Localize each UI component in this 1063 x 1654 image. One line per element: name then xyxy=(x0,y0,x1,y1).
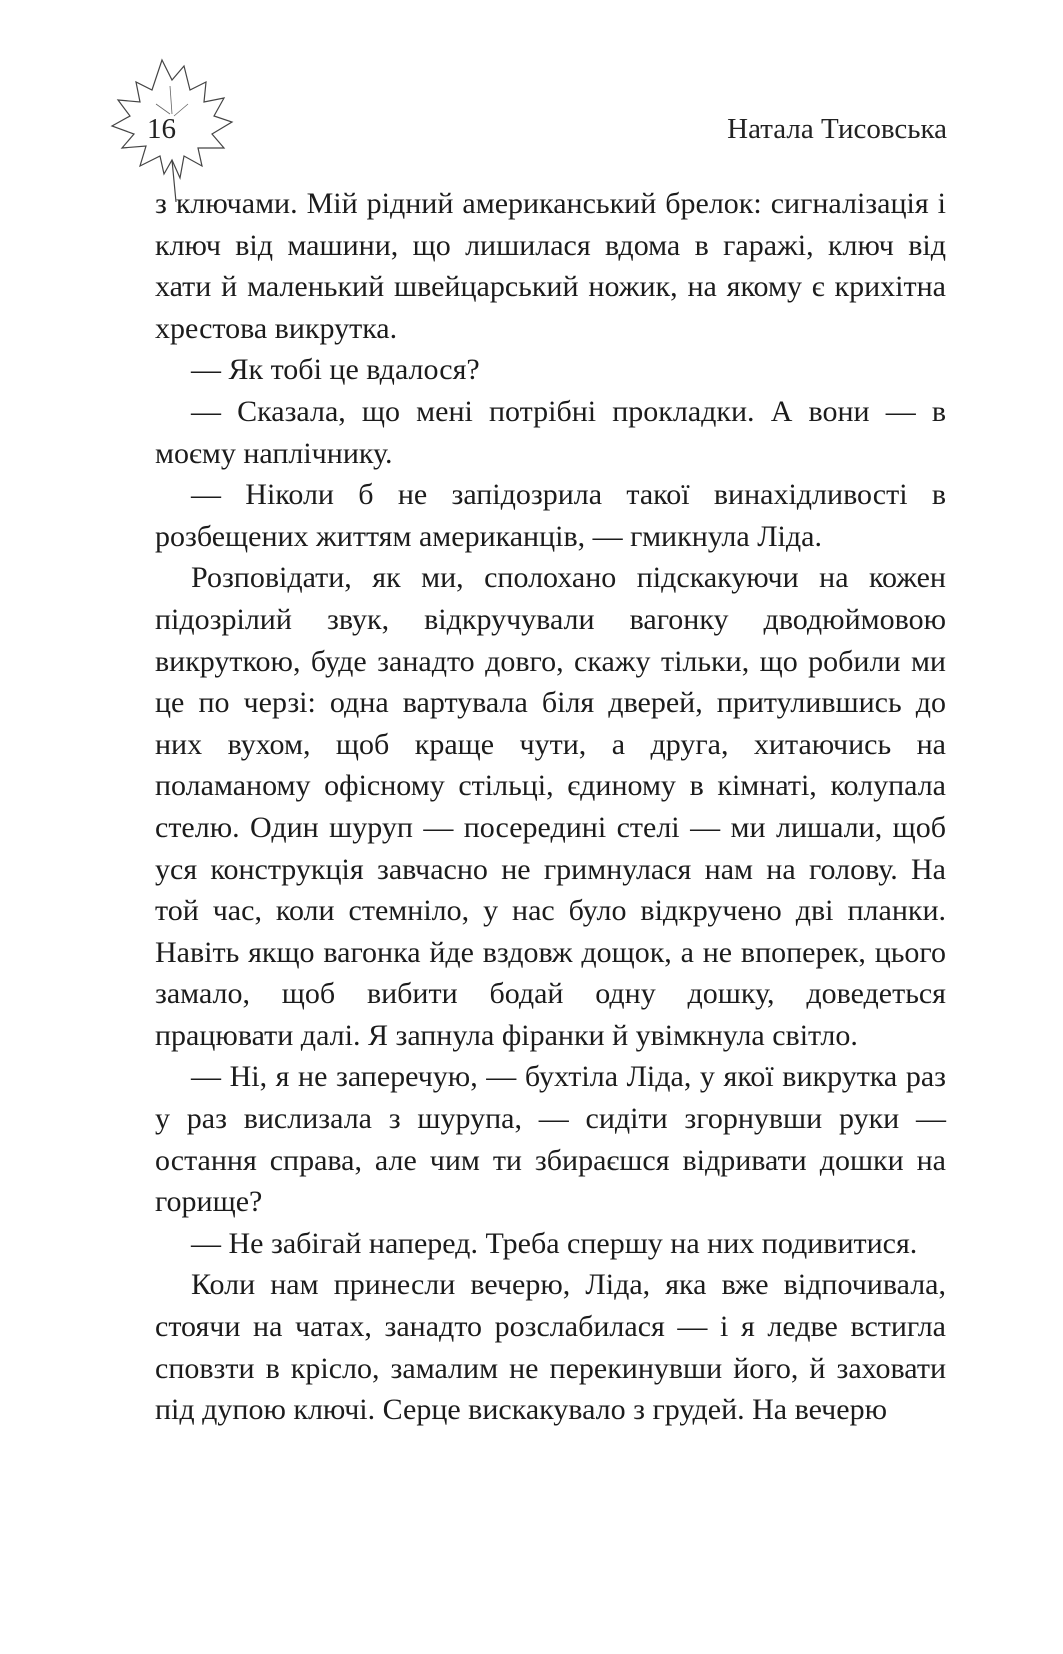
paragraph-narrative: Коли нам принесли вечерю, Ліда, яка вже відпочивала, стоячи на чатах, занадто розслабилася — і я ледве встигла сповзти в крісло, замалим не перекинувши його, й заховати під дупою ключі. Серце вискакувало з грудей. На вечерю xyxy=(155,1268,946,1427)
body-text xyxy=(155,183,946,1431)
paragraph-dialogue: — Не забігай наперед. Треба спершу на них подивитися. xyxy=(191,1226,918,1260)
paragraph-dialogue: — Як тобі це вдалося? xyxy=(191,353,480,387)
paragraph-narrative: Розповідати, як ми, сполохано підскакуючи на кожен підозрілий звук, відкручували вагонку дводюймовою викруткою, буде занадто довго, скажу тільки, що робили ми це по черзі: одна вартувала біля дверей, притулившись до них вухом, щоб краще чути, а друга, хитаючись на поламаному офісному стільці, єдиному в кімнаті, колупала стелю. Один шуруп — посередині стелі — ми лишали, щоб уся конструкція завчасно не гримнулася нам на голову. На той час, коли стемніло, у нас було відкручено дві планки. Навіть якщо вагонка йде вздовж дощок, а не впоперек, цього замало, щоб вибити бодай одну дошку, доведеться працювати далі. Я запнула фіранки й увімкнула світло. xyxy=(155,561,946,1052)
paragraph-dialogue: — Ніколи б не запідозрила такої винахідливості в розбещених життям американців, — гмикнула Ліда. xyxy=(155,478,946,553)
page-number: 16 xyxy=(147,113,176,145)
paragraph-dialogue: — Сказала, що мені потрібні прокладки. А вони — в моєму наплічнику. xyxy=(155,394,946,470)
paragraph-dialogue: — Ні, я не заперечую, — бухтіла Ліда, у якої викрутка раз у раз вислизала з шурупа, — сидіти згорнувши руки — остання справа, але чим ти збираєшся відривати дошки на горище? xyxy=(155,1060,946,1219)
running-head-author: Натала Тисовська xyxy=(727,113,947,145)
paragraph-continued: з ключами. Мій рідний американський брелок: сигналізація і ключ від машини, що лишилася вдома в гаражі, ключ від хати й маленький швейцарський ножик, на якому є крихітна хрестова викрутка. xyxy=(155,187,946,345)
